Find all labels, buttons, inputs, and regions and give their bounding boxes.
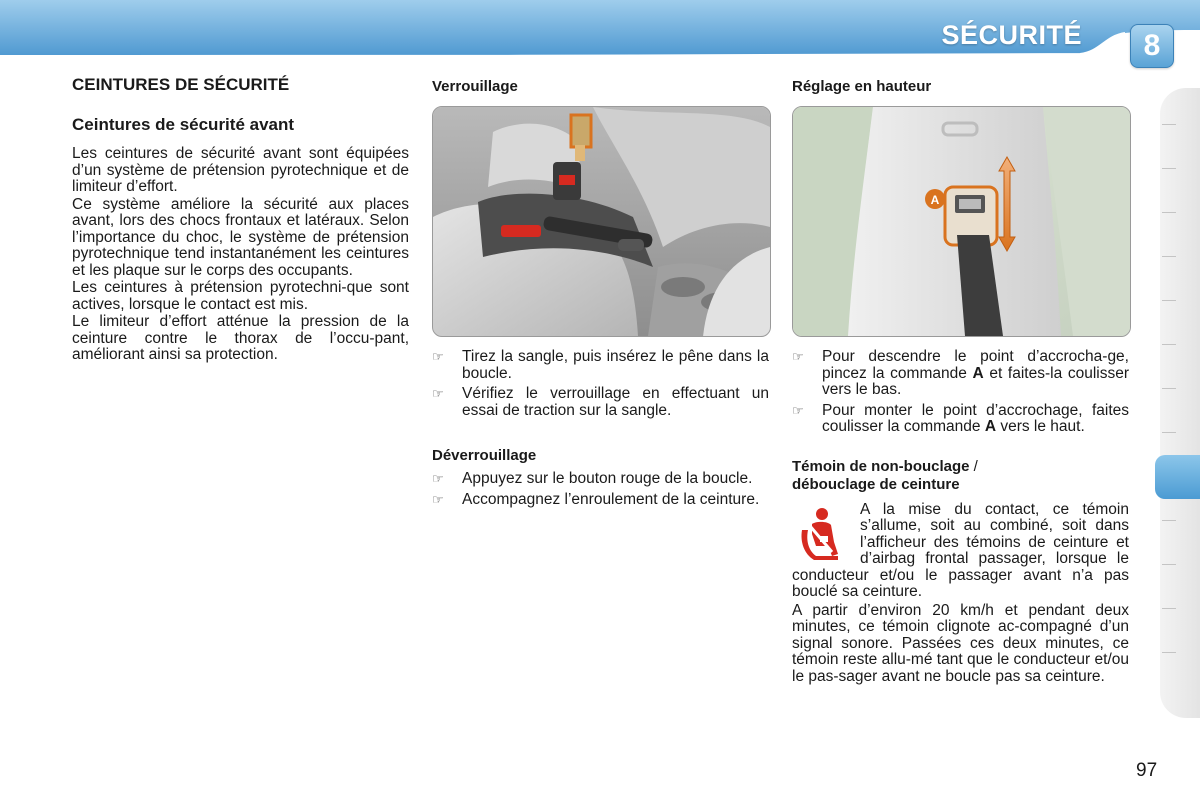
- list-item-text: Appuyez sur le bouton rouge de la boucle.: [462, 470, 753, 487]
- warning-title: [792, 458, 1129, 494]
- pointing-hand-icon: ☞: [432, 349, 444, 364]
- tab-divider: [1162, 256, 1176, 257]
- list-item-text: Pour descendre le point d’accrocha-ge, pincez la commande: [822, 348, 1129, 382]
- paragraph: Ce système améliore la sécurité aux places avant, lors des chocs frontaux et latéraux. Selon l’importance du choc, le système de prétension pyrotechnique tend instantanément les ceintures et les plaque sur le corps des occupants.: [72, 195, 409, 279]
- column-locking: [432, 78, 769, 512]
- column-intro: [72, 74, 409, 364]
- column-height-adjust: [792, 78, 1129, 685]
- control-a-label: A: [930, 193, 940, 207]
- paragraph: Le limiteur d’effort atténue la pression de la ceinture contre le thorax de l’occu-pant, améliorant ainsi sa protection.: [72, 313, 409, 363]
- list-item: [792, 349, 1129, 399]
- control-reference: A: [984, 418, 997, 435]
- tab-divider: [1162, 168, 1176, 169]
- tab-divider: [1162, 652, 1176, 653]
- chapter-number-badge: 8: [1130, 24, 1174, 68]
- unlocking-title: Déverrouillage: [432, 447, 537, 464]
- tab-divider: [1162, 124, 1176, 125]
- tab-divider: [1162, 432, 1176, 433]
- warning-paragraph: A la mise du contact, ce témoin s’allume, soit au combiné, soit dans l’afficheur des témoins de ceinture et d’airbag frontal passager, lorsque le conducteur et/ou le passager avant n’a pas bouclé sa ceinture.: [792, 500, 1129, 600]
- pointing-hand-icon: ☞: [792, 402, 804, 418]
- list-item-text: Pour monter le point d’accrochage, faites coulisser la commande: [822, 401, 1129, 435]
- tab-divider: [1162, 608, 1176, 609]
- seatbelt-warning-icon: [794, 506, 846, 564]
- list-item-text: Vérifiez le verrouillage en effectuant un essai de traction sur la sangle.: [462, 385, 769, 419]
- locking-steps: [432, 349, 769, 419]
- buckle-photo: [432, 106, 771, 337]
- locking-title: Verrouillage: [432, 78, 518, 95]
- pointing-hand-icon: ☞: [792, 349, 804, 364]
- paragraph: Les ceintures à prétension pyrotechni-que sont actives, lorsque le contact est mis.: [72, 279, 409, 313]
- chapter-title: SÉCURITÉ: [941, 20, 1082, 50]
- list-item: [792, 403, 1129, 436]
- subsection-title: Ceintures de sécurité avant: [72, 115, 295, 134]
- tab-divider: [1162, 212, 1176, 213]
- tab-divider: [1162, 300, 1176, 301]
- warning-title-separator: /: [969, 457, 978, 475]
- list-item-text: Tirez la sangle, puis insérez le pêne dans la boucle.: [462, 348, 769, 382]
- paragraph: Les ceintures de sécurité avant sont équipées d’un système de prétension pyrotechnique et de limiteur d’effort.: [72, 145, 409, 195]
- list-item-text: vers le haut.: [996, 418, 1085, 435]
- pointing-hand-icon: ☞: [432, 491, 444, 507]
- unlocking-steps: [432, 471, 769, 508]
- list-item: [432, 349, 769, 382]
- page-header: [0, 0, 1200, 66]
- section-title: CEINTURES DE SÉCURITÉ: [72, 75, 290, 94]
- page-number: 97: [1136, 760, 1158, 781]
- pointing-hand-icon: ☞: [432, 386, 444, 401]
- warning-title-main: Témoin de non-bouclage: [792, 457, 970, 475]
- height-adjust-title: Réglage en hauteur: [792, 78, 932, 95]
- chapter-tab-active[interactable]: [1155, 455, 1200, 499]
- tab-divider: [1162, 388, 1176, 389]
- warning-block: [792, 502, 1129, 686]
- warning-paragraph: A partir d’environ 20 km/h et pendant deux minutes, ce témoin clignote ac-compagné d’un signal sonore. Passées ces deux minutes, ce témoin reste allu-mé tant que le conducteur et/ou le pas-sager avant ne boucle pas sa ceinture.: [792, 601, 1129, 685]
- pointing-hand-icon: ☞: [432, 471, 444, 486]
- tab-divider: [1162, 520, 1176, 521]
- list-item-text: Accompagnez l’enroulement de la ceinture.: [462, 490, 760, 508]
- tab-divider: [1162, 344, 1176, 345]
- belt-height-illustration: [793, 107, 1130, 336]
- tab-divider: [1162, 564, 1176, 565]
- list-item: [432, 471, 769, 488]
- list-item: [432, 492, 769, 509]
- height-adjust-steps: [792, 349, 1129, 436]
- chapter-tab-rail: [1160, 88, 1200, 718]
- seat-buckle-illustration: [433, 107, 770, 336]
- warning-title-line2: débouclage de ceinture: [792, 475, 960, 493]
- pillar-photo: [792, 106, 1131, 337]
- list-item-text: et faites-la coulisser vers le bas.: [822, 364, 1130, 398]
- list-item: [432, 386, 769, 419]
- control-reference: A: [972, 364, 984, 382]
